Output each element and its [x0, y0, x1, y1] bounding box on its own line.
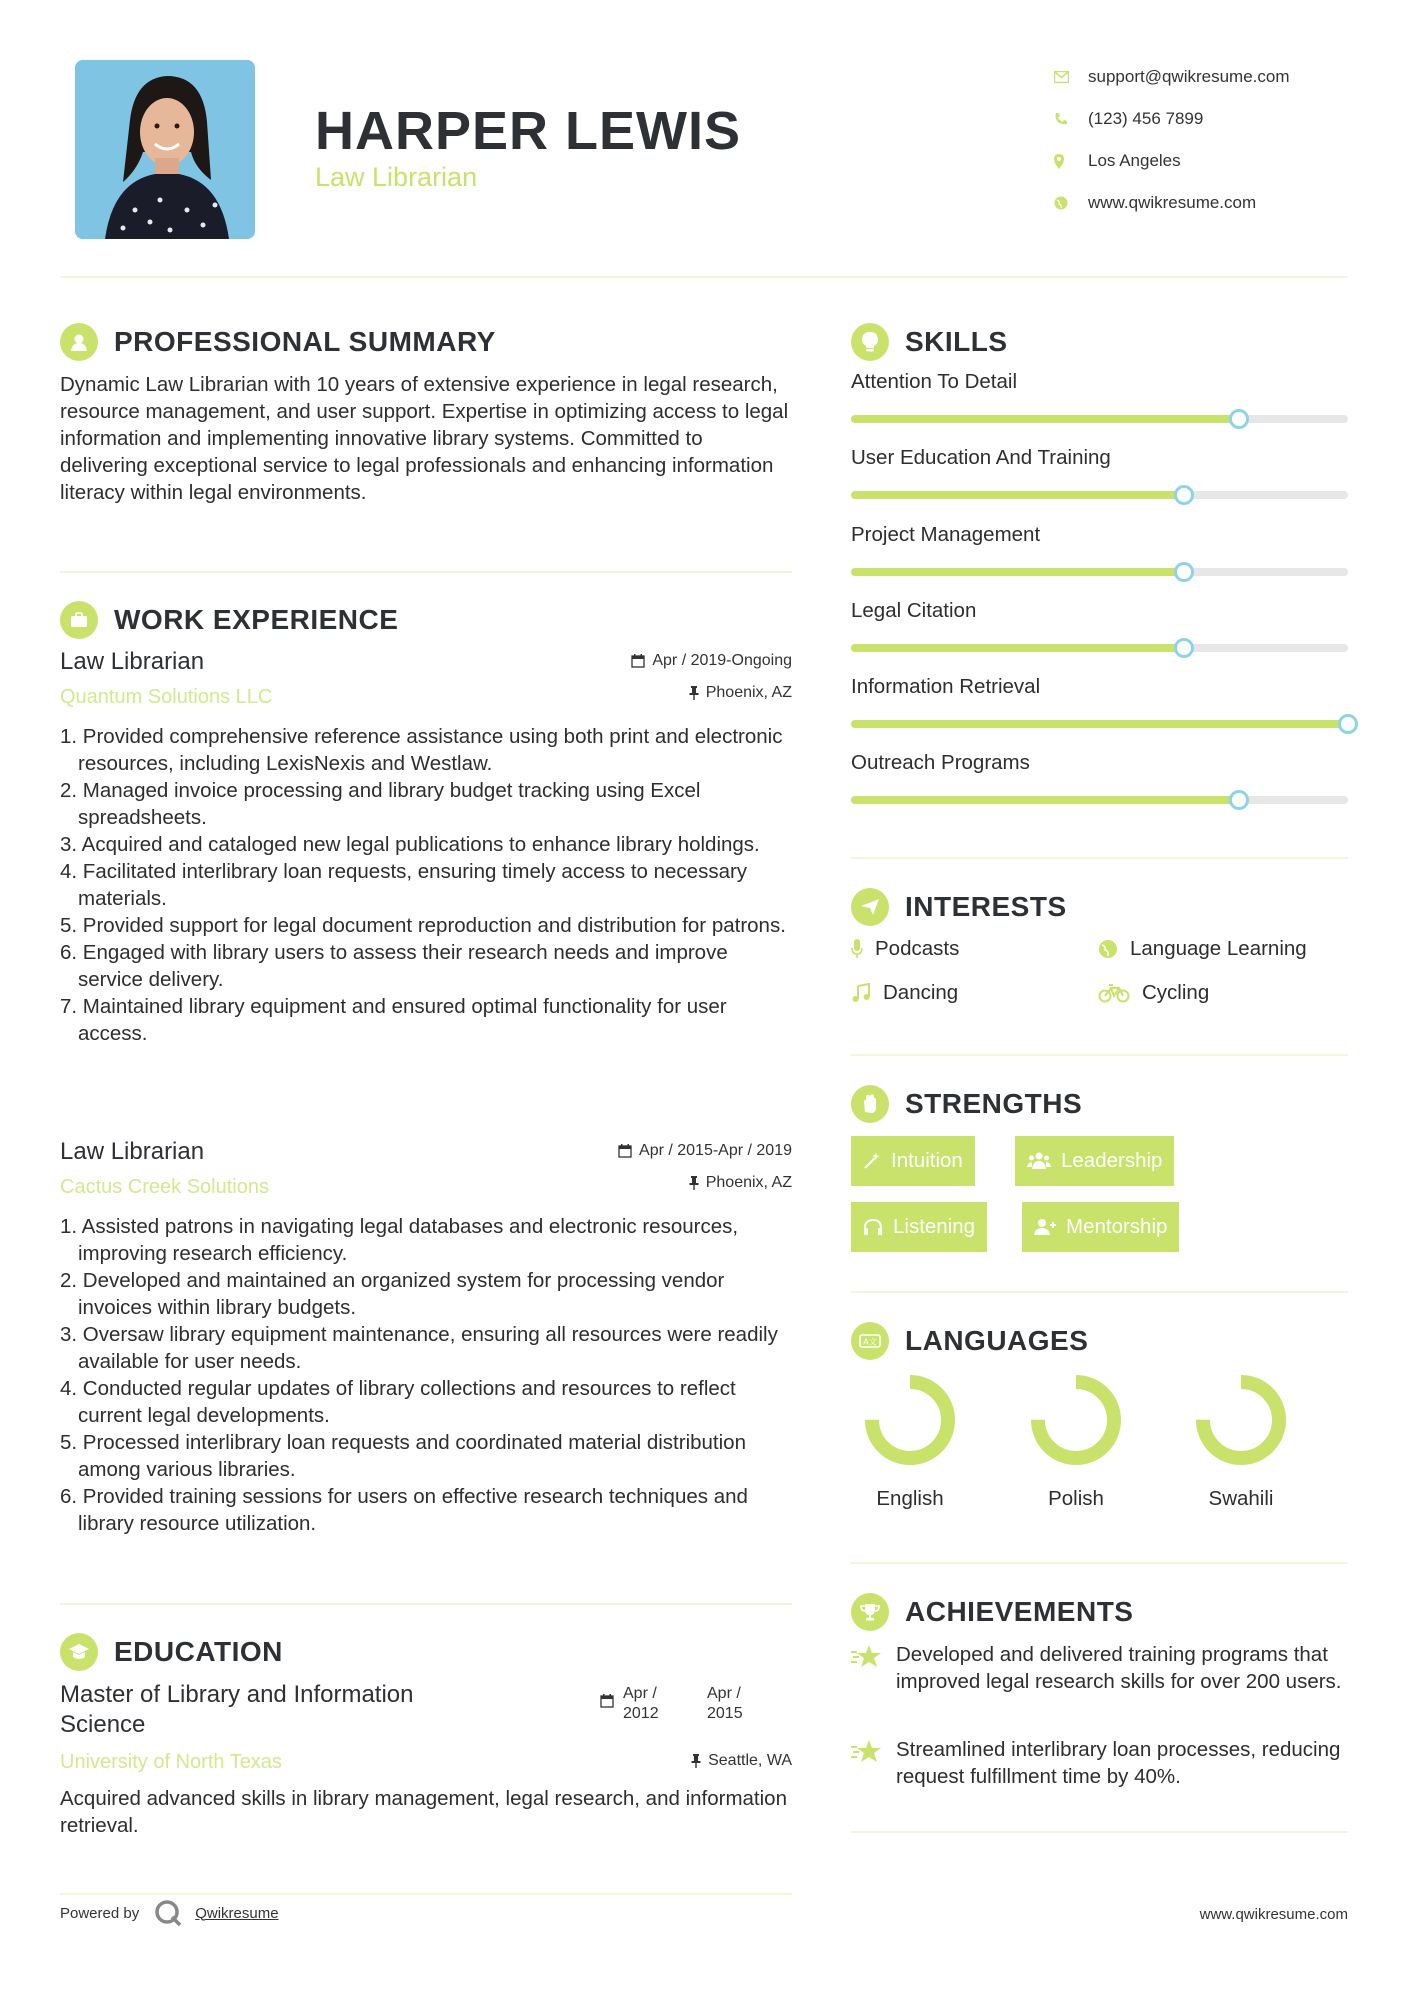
- pushpin-icon: [691, 1754, 701, 1768]
- skill-fill: [851, 491, 1184, 499]
- skills-list: [851, 370, 1348, 828]
- skill-track: [851, 796, 1348, 804]
- skill-track: [851, 415, 1348, 423]
- skill-track: [851, 568, 1348, 576]
- list-item: 3. Oversaw library equipment maintenance, ensuring all resources were readily available for user needs.: [60, 1323, 778, 1373]
- language-icon: [851, 1322, 889, 1360]
- interest-language-learning: Language Learning: [1098, 937, 1307, 961]
- skills-divider: [851, 857, 1348, 859]
- music-note-icon: [851, 983, 871, 1003]
- calendar-icon: [600, 1694, 614, 1724]
- list-item: 7. Maintained library equipment and ensured optimal functionality for user access.: [60, 995, 727, 1045]
- profile-photo: [75, 60, 255, 239]
- contact-location-text: Los Angeles: [1088, 151, 1181, 170]
- skill-handle[interactable]: [1174, 638, 1194, 658]
- skill-fill: [851, 644, 1184, 652]
- languages-heading: A文 LANGUAGES: [851, 1322, 1088, 1360]
- language-name: Swahili: [1208, 1487, 1274, 1510]
- contact-list: [1050, 56, 1290, 224]
- map-pin-icon: [1050, 154, 1088, 169]
- language-ring: [1181, 1372, 1301, 1472]
- job-title: Law Librarian: [60, 648, 205, 675]
- interest-dancing: Dancing: [851, 981, 958, 1005]
- contact-location: [1050, 140, 1290, 182]
- education-date-end: Apr / 2015: [707, 1685, 743, 1722]
- paper-plane-icon: [851, 888, 889, 926]
- skill-name: Project Management: [851, 522, 1041, 546]
- hand-icon: [851, 1085, 889, 1123]
- skills-heading: SKILLS: [851, 323, 1008, 361]
- language-ring: [850, 1372, 970, 1472]
- header-divider: [60, 276, 1348, 278]
- education-heading: EDUCATION: [60, 1633, 283, 1671]
- summary-divider: [60, 571, 792, 573]
- user-icon: [60, 323, 98, 361]
- candidate-title: Law Librarian: [315, 162, 478, 192]
- trophy-icon: [851, 1593, 889, 1631]
- skill-name: Legal Citation: [851, 598, 977, 622]
- globe-icon: [1050, 196, 1088, 210]
- footer-url[interactable]: www.qwikresume.com: [1199, 1906, 1348, 1923]
- skill-name: Attention To Detail: [851, 370, 1018, 393]
- list-item: 5. Provided support for legal document reproduction and distribution for patrons.: [60, 914, 786, 937]
- skill-fill: [851, 720, 1348, 728]
- briefcase-icon: [60, 601, 98, 639]
- summary-heading: PROFESSIONAL SUMMARY: [60, 323, 496, 361]
- skill-item: [851, 523, 1348, 599]
- powered-by-label: Powered by: [60, 1904, 140, 1922]
- summary-text: Dynamic Law Librarian with 10 years of extensive experience in legal research, resource management, and user support. Expertise in optimizing access to legal information and implementing innovative library systems. Committed to delivering exceptional service to legal professionals and enhancing information literacy within legal environments.: [60, 373, 789, 504]
- skill-handle[interactable]: [1338, 714, 1358, 734]
- language-item: [850, 1372, 970, 1511]
- headphones-icon: [863, 1218, 883, 1236]
- user-plus-icon: [1034, 1218, 1056, 1236]
- strength-listening: Listening: [851, 1202, 987, 1252]
- list-item: 4. Facilitated interlibrary loan requests, ensuring timely access to necessary materials.: [60, 860, 748, 910]
- qwikresume-logo-icon: [153, 1898, 183, 1928]
- calendar-icon: [618, 1144, 632, 1158]
- skill-item: [851, 370, 1348, 446]
- achievements-divider: [851, 1831, 1348, 1833]
- skill-item: [851, 675, 1348, 751]
- achievements-heading: ACHIEVEMENTS: [851, 1593, 1133, 1631]
- list-item: 1. Assisted patrons in navigating legal databases and electronic resources, improving research efficiency.: [60, 1215, 739, 1265]
- job-company: Cactus Creek Solutions: [60, 1176, 269, 1198]
- contact-phone[interactable]: [1050, 98, 1290, 140]
- users-icon: [1027, 1152, 1051, 1170]
- star-icon: [851, 1641, 896, 1695]
- strengths-divider: [851, 1291, 1348, 1293]
- pushpin-icon: [689, 1176, 699, 1190]
- contact-phone-text: (123) 456 7899: [1088, 109, 1204, 128]
- strength-leadership: Leadership: [1015, 1136, 1174, 1186]
- candidate-name: HARPER LEWIS: [315, 101, 742, 161]
- skill-fill: [851, 415, 1239, 423]
- interests-divider: [851, 1054, 1348, 1056]
- graduation-cap-icon: [60, 1633, 98, 1671]
- list-item: 4. Conducted regular updates of library collections and resources to reflect current legal developments.: [60, 1377, 736, 1427]
- skill-name: Outreach Programs: [851, 751, 1030, 775]
- globe-icon: [1098, 939, 1118, 959]
- job-location: Phoenix, AZ: [689, 684, 792, 702]
- skill-handle[interactable]: [1229, 409, 1249, 429]
- work-heading: WORK EXPERIENCE: [60, 601, 398, 639]
- education-degree: Master of Library and Information Science: [60, 1681, 414, 1738]
- skill-item: [851, 751, 1348, 827]
- phone-icon: [1050, 112, 1088, 126]
- interests-heading: INTERESTS: [851, 888, 1067, 926]
- microphone-icon: [851, 939, 863, 959]
- list-item: 2. Developed and maintained an organized system for processing vendor invoices within library budgets.: [60, 1269, 725, 1319]
- skill-handle[interactable]: [1174, 562, 1194, 582]
- achievement-item: Streamlined interlibrary loan processes, reducing request fulfillment time by 40%.: [851, 1736, 1348, 1790]
- interest-cycling: Cycling: [1098, 981, 1209, 1005]
- bicycle-icon: [1098, 983, 1130, 1003]
- svg-text:A文: A文: [863, 1337, 877, 1347]
- language-name: English: [876, 1487, 944, 1510]
- list-item: 6. Engaged with library users to assess their research needs and improve service delivery.: [60, 941, 728, 991]
- skill-track: [851, 720, 1348, 728]
- languages-divider: [851, 1562, 1348, 1564]
- contact-website[interactable]: [1050, 182, 1290, 224]
- strength-mentorship: Mentorship: [1022, 1202, 1179, 1252]
- skill-fill: [851, 568, 1184, 576]
- qwikresume-link[interactable]: Qwikresume: [195, 1904, 279, 1922]
- contact-website-text: www.qwikresume.com: [1088, 193, 1257, 212]
- lightbulb-icon: [851, 323, 889, 361]
- job-duties: [60, 723, 792, 1047]
- footer-powered-by: [60, 1898, 279, 1928]
- job-location: Phoenix, AZ: [689, 1174, 792, 1192]
- interest-podcasts: Podcasts: [851, 937, 959, 961]
- language-ring: [1016, 1372, 1136, 1472]
- magic-wand-icon: [863, 1152, 881, 1170]
- skill-handle[interactable]: [1174, 485, 1194, 505]
- education-dates: [600, 1684, 767, 1724]
- pushpin-icon: [689, 686, 699, 700]
- education-school: University of North Texas: [60, 1751, 282, 1773]
- skill-track: [851, 644, 1348, 652]
- list-item: 2. Managed invoice processing and library budget tracking using Excel spreadsheets.: [60, 779, 701, 829]
- education-divider: [60, 1893, 792, 1895]
- star-icon: [851, 1736, 896, 1790]
- skill-handle[interactable]: [1229, 790, 1249, 810]
- skill-item: [851, 599, 1348, 675]
- list-item: 3. Acquired and cataloged new legal publications to enhance library holdings.: [60, 833, 760, 856]
- education-location: Seattle, WA: [691, 1752, 792, 1770]
- strengths-heading: STRENGTHS: [851, 1085, 1082, 1123]
- education-text: Acquired advanced skills in library management, legal research, and information retrieval.: [60, 1787, 787, 1837]
- work-divider: [60, 1603, 792, 1605]
- education-date-start: Apr / 2012: [623, 1685, 659, 1722]
- achievement-item: Developed and delivered training programs that improved legal research skills for over 200 users.: [851, 1641, 1348, 1695]
- strength-intuition: Intuition: [851, 1136, 975, 1186]
- job-entry-2: [60, 1138, 792, 1537]
- skill-track: [851, 491, 1348, 499]
- job-date: Apr / 2015-Apr / 2019: [618, 1142, 792, 1160]
- list-item: 1. Provided comprehensive reference assistance using both print and electronic resources, including LexisNexis and Westlaw.: [60, 725, 783, 775]
- calendar-icon: [631, 654, 645, 668]
- contact-email-text: support@qwikresume.com: [1088, 67, 1290, 86]
- list-item: 6. Provided training sessions for users on effective research techniques and library resource utilization.: [60, 1485, 748, 1535]
- list-item: 5. Processed interlibrary loan requests and coordinated material distribution among various libraries.: [60, 1431, 746, 1481]
- envelope-icon: [1050, 71, 1088, 83]
- skill-name: Information Retrieval: [851, 675, 1041, 699]
- job-company: Quantum Solutions LLC: [60, 686, 273, 708]
- job-entry-1: [60, 648, 792, 1047]
- job-duties: [60, 1213, 792, 1537]
- job-title: Law Librarian: [60, 1138, 205, 1165]
- skill-item: [851, 446, 1348, 522]
- contact-email[interactable]: [1050, 56, 1290, 98]
- skill-name: User Education And Training: [851, 446, 1111, 470]
- language-item: [1181, 1372, 1301, 1511]
- skill-fill: [851, 796, 1239, 804]
- job-date: Apr / 2019-Ongoing: [631, 652, 792, 670]
- language-name: Polish: [1048, 1487, 1104, 1510]
- language-item: [1016, 1372, 1136, 1511]
